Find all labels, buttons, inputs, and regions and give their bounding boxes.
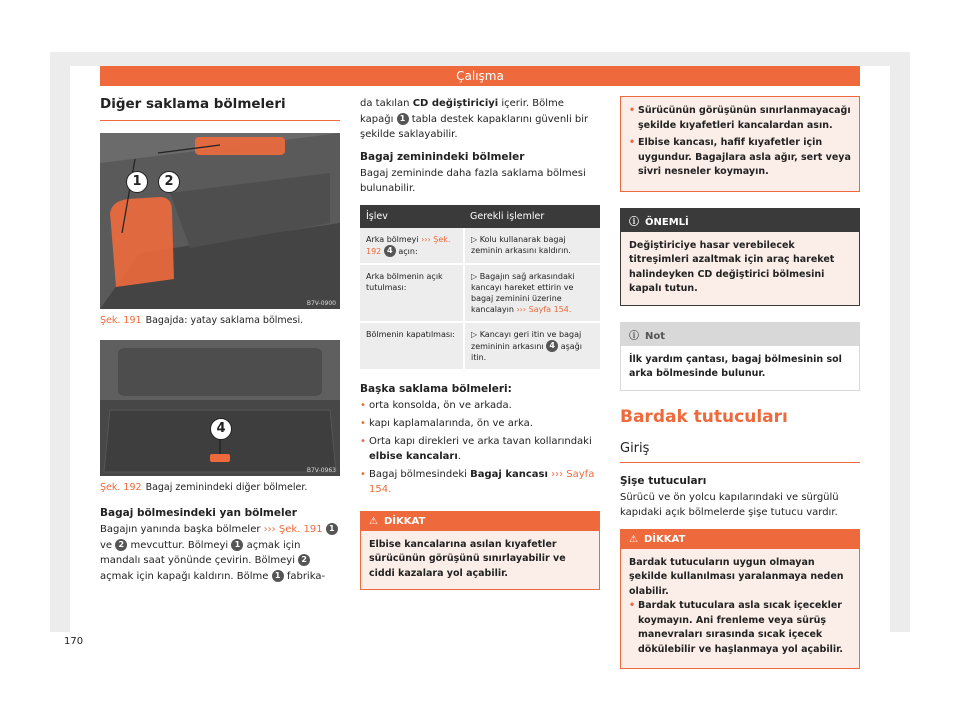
list-item: • Bardak tutuculara asla sıcak içecekler koymayın. Ani frenleme veya sürüş manevraları sırasında sıcak içecek dökülebilir ve haşlanmaya yol açabilir. [629,599,851,657]
warning-box [360,511,600,591]
ref-number: 1 [326,523,338,535]
note-icon: ⓘ [629,330,639,342]
note-box [620,322,860,391]
table-row: Arka bölmenin açık tutulması: ▷ Bagajın sağ arkasındaki kancayı hareket ettirin ve bagaj zeminini üzerine kancalayın ››› Sayfa 154. [360,264,600,322]
ref-number: 2 [115,539,127,551]
warning-text: Elbise kancalarına asılan kıyafetler sürücünün görüşünü sınırlayabilir ve ciddi kazalara yol açabilir. [361,531,599,590]
caption-text: Bagaj zeminindeki diğer bölmeler. [145,482,308,493]
trunk-side-illustration [100,133,340,309]
figure-caption [100,315,340,326]
figure-191 [100,133,340,309]
warning-box [620,529,860,670]
section-title: Diğer saklama bölmeleri [100,96,340,121]
subsection-title: Başka saklama bölmeleri: [360,382,512,395]
table-row: Arka bölmeyi ››› Şek. 192 4 açın: ▷ Kolu kullanarak bagaj zeminin arkasını kaldırın. [360,228,600,264]
figure-192 [100,340,340,476]
warning-icon: ⚠ [629,533,638,545]
warning-text: Bardak tutucuların uygun olmayan şekilde kullanılması yaralanmaya neden olabilir. [629,556,844,597]
table-row: Bölmenin kapatılması: ▷ Kancayı geri itin ve bagaj zemininin arkasını 4 aşağı itin. [360,322,600,370]
page-link[interactable]: ››› Sayfa 154. [516,304,572,314]
note-text: İlk yardım çantası, bagaj bölmesinin sol arka bölmesinde bulunur. [621,346,859,390]
table-header: İşlev [360,205,464,228]
important-text: Değiştiriciye hasar verebilecek titreşimleri azaltmak için araç hareket halindeyken CD değiştirici bölmesini kapalı tutun. [621,232,859,305]
list-item: • kapı kaplamalarında, ön ve arka. [360,416,600,431]
heading: Şişe tutucuları [620,474,707,487]
ref-number: 1 [231,539,243,551]
figure-link[interactable]: ››› Şek. 191 [263,524,323,535]
list-item: • Elbise kancası, hafif kıyafetler için uygundur. Bagajlara asla ağır, sert veya sivri nesneler koymayın. [629,136,851,180]
paragraph: Bagajın yanında başka bölmeler ››› Şek. 191 1 ve 2 mevcuttur. Bölmeyi 1 açmak için mandalı saat yönünde çevirin. Bölmeyi 2 açmak için kapağı kaldırın. Bölme 1 fabrika- [100,522,340,584]
page-link[interactable]: ››› Sayfa 154. [369,468,595,495]
caption-text: Bagajda: yatay saklama bölmesi. [145,315,304,326]
page-number: 170 [64,636,84,647]
warning-header: ⚠ DİKKAT [621,530,859,549]
figure-label: Şek. 191 [100,315,142,326]
ref-number: 1 [397,113,409,125]
list-item: • Bagaj bölmesindeki Bagaj kancası ››› Sayfa 154. [360,467,600,497]
chapter-header: Çalışma [100,66,860,86]
chapter-title: Bardak tutucuları [620,406,788,427]
column-left [100,96,340,592]
ref-number: 4 [546,340,558,352]
note-header: ⓘ Not [621,323,859,346]
paragraph: da takılan CD değiştiriciyi içerir. Bölme kapağı 1 tabla destek kapaklarını güvenli bir şekilde saklayabilir. [360,98,589,140]
paragraph: Bagaj zemininde daha fazla saklama bölmesi bulunabilir. [360,167,586,194]
important-box [620,208,860,306]
paragraph: Sürücü ve ön yolcu kapılarındaki ve sürgülü kapıdaki açık bölmelerde şişe tutucu vardır. [620,491,839,518]
info-circle-icon: ⓘ [629,216,639,228]
warning-icon: ⚠ [369,515,378,527]
important-header: ⓘ ÖNEMLİ [621,209,859,232]
ref-number: 1 [272,570,284,582]
list-item: • orta konsolda, ön ve arkada. [360,398,600,413]
warning-header: ⚠ DİKKAT [361,512,599,531]
warning-continued-box [620,96,860,192]
list-item: • Orta kapı direkleri ve arka tavan kollarındaki elbise kancaları. [360,434,600,464]
bullet-list [360,398,600,497]
subsection-title: Giriş [620,441,860,463]
trunk-floor-illustration [100,340,340,476]
column-right [620,96,860,685]
figure-caption [100,482,340,493]
figure-code: B7V-0900 [306,300,336,307]
figure-label: Şek. 192 [100,482,142,493]
ref-number: 2 [298,554,310,566]
subsection-title: Bagaj zeminindeki bölmeler [360,150,525,163]
figure-code: B7V-0963 [306,467,336,474]
callout-2: 2 [158,171,180,193]
callout-4: 4 [210,418,232,440]
table-header: Gerekli işlemler [464,205,600,228]
subsection-title: Bagaj bölmesindeki yan bölmeler [100,507,297,519]
operations-table [360,205,600,371]
callout-1: 1 [126,171,148,193]
ref-number: 4 [384,245,396,257]
list-item: • Sürücünün görüşünün sınırlanmayacağı şekilde kıyafetleri kancalardan asın. [629,104,851,133]
figure-link[interactable]: ››› Şek. 192 [366,234,451,256]
column-middle [360,96,600,606]
